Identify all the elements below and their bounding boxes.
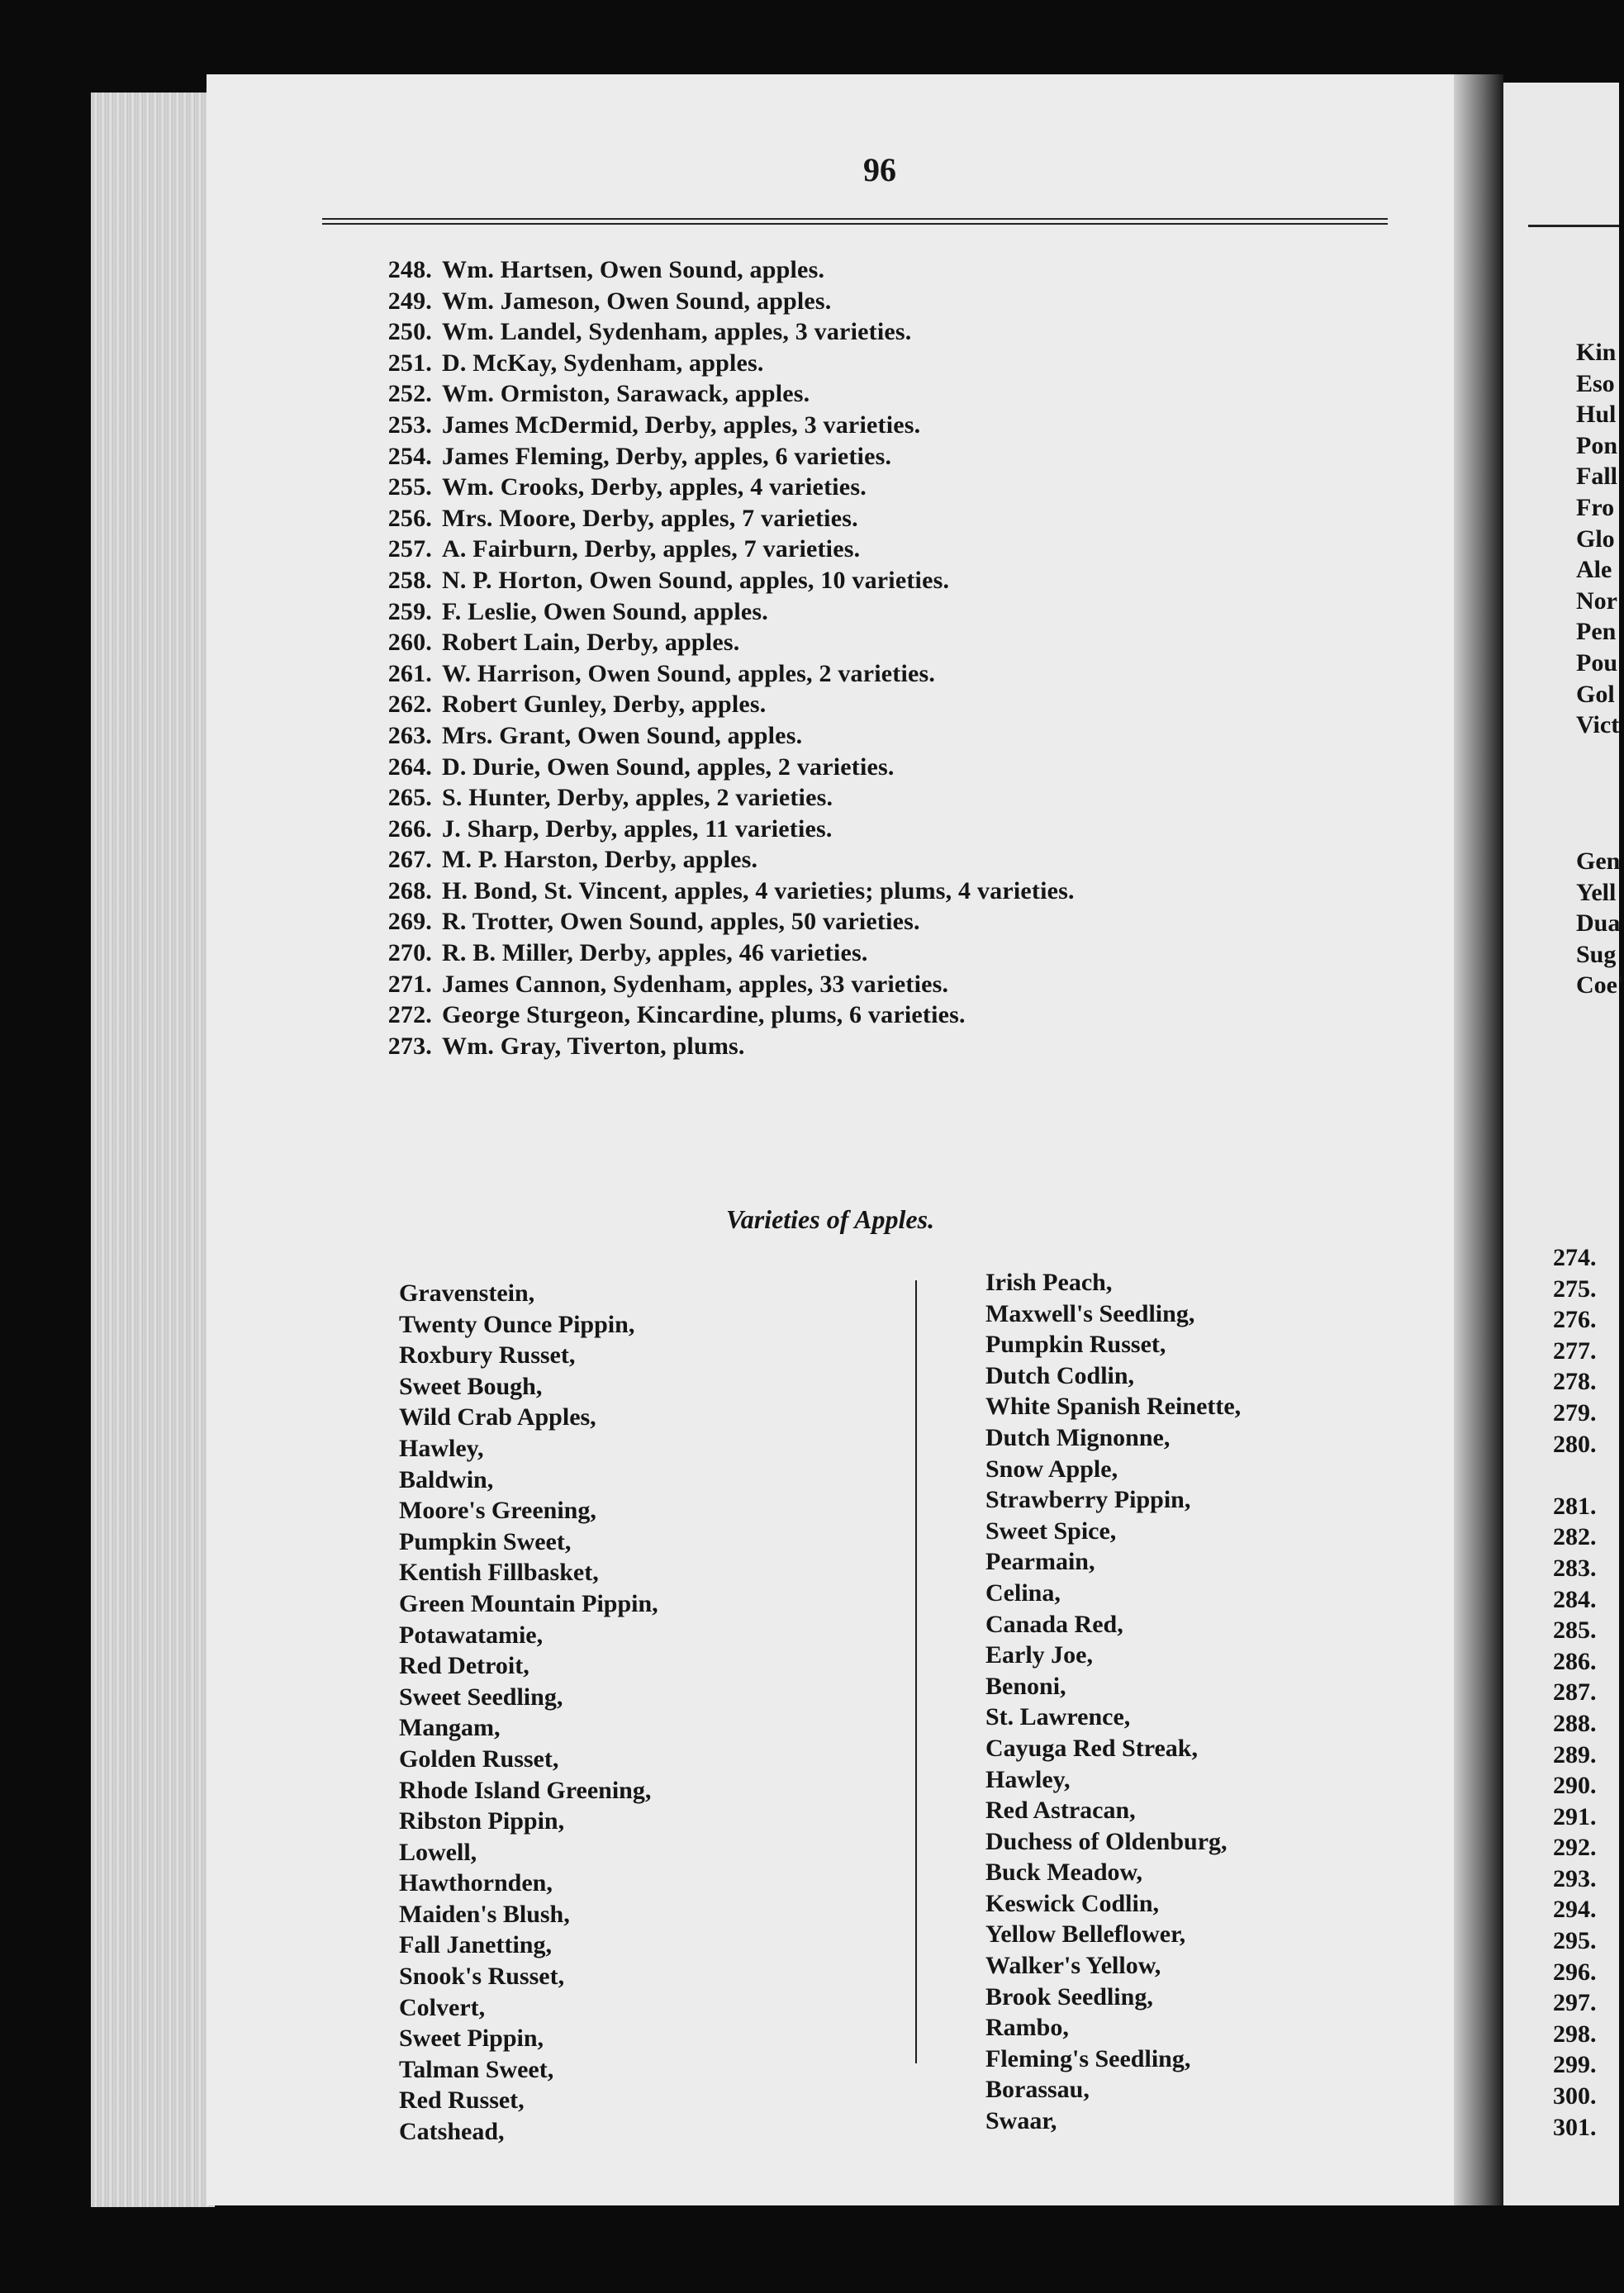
apple-variety: Maxwell's Seedling, xyxy=(985,1299,1195,1327)
apple-variety: Early Joe, xyxy=(985,1641,1093,1669)
apple-variety: Pearmain, xyxy=(985,1548,1095,1576)
facing-header-rule xyxy=(1528,225,1619,227)
apple-variety: St. Lawrence, xyxy=(985,1703,1131,1731)
apple-variety: Buck Meadow, xyxy=(985,1859,1143,1887)
facing-word: Pon xyxy=(1576,431,1618,459)
facing-number: 299. xyxy=(1553,2051,1597,2079)
apple-variety: Fleming's Seedling, xyxy=(985,2044,1191,2072)
entry-number: 254. xyxy=(387,442,432,470)
facing-number: 292. xyxy=(1553,1834,1597,1862)
facing-number: 279. xyxy=(1553,1398,1597,1427)
exhibitor-entry xyxy=(368,378,1075,410)
exhibitor-entry xyxy=(368,534,1075,565)
facing-number: 278. xyxy=(1553,1368,1597,1396)
entry-number: 273. xyxy=(387,1032,432,1060)
apple-variety: Celina, xyxy=(985,1579,1061,1607)
facing-number: 277. xyxy=(1553,1336,1597,1365)
facing-number: 275. xyxy=(1553,1275,1597,1303)
facing-word: Eso xyxy=(1576,369,1615,397)
apple-variety: Dutch Codlin, xyxy=(985,1361,1135,1389)
apple-variety: Canada Red, xyxy=(985,1610,1123,1638)
exhibitor-entry xyxy=(368,1031,1075,1062)
facing-number: 300. xyxy=(1553,2082,1597,2110)
apple-variety: Talman Sweet, xyxy=(399,2055,554,2083)
apple-variety: Swaar, xyxy=(985,2107,1057,2135)
apple-variety: Ribston Pippin, xyxy=(399,1807,565,1835)
facing-word-list xyxy=(1576,337,1619,741)
exhibitor-entry xyxy=(368,441,1075,472)
entry-text: W. Harrison, Owen Sound, apples, 2 varieties. xyxy=(442,659,936,687)
entry-number: 255. xyxy=(387,473,432,501)
apple-variety: Hawley, xyxy=(985,1765,1071,1793)
facing-number: 285. xyxy=(1553,1616,1597,1645)
facing-number: 295. xyxy=(1553,1927,1597,1955)
facing-word: Gol xyxy=(1576,680,1615,708)
book-page xyxy=(207,74,1454,2205)
varieties-left-column xyxy=(399,1278,658,2148)
apple-variety: Mangam, xyxy=(399,1714,501,1742)
facing-word: Yell xyxy=(1576,878,1617,906)
section-title: Varieties of Apples. xyxy=(725,1204,935,1234)
apple-variety: Cayuga Red Streak, xyxy=(985,1734,1198,1762)
facing-number: 296. xyxy=(1553,1958,1597,1986)
apple-variety: Red Russet, xyxy=(399,2086,525,2115)
exhibitor-entry xyxy=(368,472,1075,503)
apple-variety: Kentish Fillbasket, xyxy=(399,1559,599,1587)
exhibitor-entry xyxy=(368,689,1075,720)
facing-word: Fro xyxy=(1576,493,1615,521)
page-stack-edges xyxy=(91,93,215,2207)
entry-number: 248. xyxy=(387,256,432,283)
facing-word: Coe' xyxy=(1576,971,1624,999)
facing-number: 294. xyxy=(1553,1896,1597,1924)
entry-number: 265. xyxy=(387,784,432,812)
facing-word: Hul xyxy=(1576,401,1617,429)
entry-text: A. Fairburn, Derby, apples, 7 varieties. xyxy=(442,535,861,563)
apple-variety: Hawthornden, xyxy=(399,1869,553,1897)
exhibitor-entry xyxy=(368,286,1075,317)
apple-variety: Gravenstein, xyxy=(399,1279,535,1307)
apple-variety: Pumpkin Russet, xyxy=(985,1331,1166,1359)
entry-text: Robert Lain, Derby, apples. xyxy=(442,629,740,657)
entry-text: Wm. Crooks, Derby, apples, 4 varieties. xyxy=(442,473,867,501)
entry-text: R. Trotter, Owen Sound, apples, 50 varieties. xyxy=(442,908,920,936)
apple-variety: Fall Janetting, xyxy=(399,1931,552,1959)
apple-variety: Walker's Yellow, xyxy=(985,1952,1161,1980)
apple-variety: Wild Crab Apples, xyxy=(399,1403,596,1431)
exhibitor-entry xyxy=(368,782,1075,814)
facing-number: 289. xyxy=(1553,1740,1597,1768)
apple-variety: Sweet Spice, xyxy=(985,1517,1117,1545)
entry-number: 261. xyxy=(387,659,432,687)
entry-text: George Sturgeon, Kincardine, plums, 6 varieties. xyxy=(442,1001,966,1029)
exhibitor-entry xyxy=(368,844,1075,876)
apple-variety: Red Astracan, xyxy=(985,1797,1136,1825)
facing-number: 280. xyxy=(1553,1430,1597,1458)
entry-number: 264. xyxy=(387,752,432,781)
entry-text: Wm. Hartsen, Owen Sound, apples. xyxy=(442,256,825,283)
apple-variety: White Spanish Reinette, xyxy=(985,1393,1242,1421)
facing-page-edge xyxy=(1503,83,1624,2205)
facing-word: Vict xyxy=(1576,711,1620,739)
facing-word: Nor xyxy=(1576,586,1617,615)
entry-text: Wm. Gray, Tiverton, plums. xyxy=(442,1032,745,1060)
exhibitor-entry xyxy=(368,876,1075,907)
apple-variety: Snook's Russet, xyxy=(399,1963,565,1991)
facing-number: 284. xyxy=(1553,1585,1597,1613)
facing-number: 293. xyxy=(1553,1864,1597,1892)
apple-variety: Dutch Mignonne, xyxy=(985,1423,1171,1451)
entry-number: 258. xyxy=(387,566,432,594)
entry-number: 249. xyxy=(387,287,432,315)
entry-text: H. Bond, St. Vincent, apples, 4 varieties; plums, 4 varieties. xyxy=(442,876,1075,904)
varieties-right-column xyxy=(985,1267,1241,2137)
exhibitor-entry xyxy=(368,410,1075,441)
exhibitor-entry xyxy=(368,969,1075,1000)
apple-variety: Pumpkin Sweet, xyxy=(399,1527,572,1555)
entry-text: J. Sharp, Derby, apples, 11 varieties. xyxy=(442,814,833,843)
exhibitor-entry xyxy=(368,906,1075,938)
entry-number: 257. xyxy=(387,535,432,563)
exhibitor-entry xyxy=(368,348,1075,379)
exhibitor-entry xyxy=(368,627,1075,658)
entry-text: M. P. Harston, Derby, apples. xyxy=(442,846,758,874)
apple-variety: Potawatamie, xyxy=(399,1621,544,1649)
apple-variety: Maiden's Blush, xyxy=(399,1900,570,1928)
facing-number: 276. xyxy=(1553,1306,1597,1334)
apple-variety: Sweet Seedling, xyxy=(399,1683,563,1711)
apple-variety: Green Mountain Pippin, xyxy=(399,1589,658,1617)
facing-number: 298. xyxy=(1553,2020,1597,2048)
facing-number: 288. xyxy=(1553,1709,1597,1737)
exhibitor-entry xyxy=(368,596,1075,628)
apple-variety: Moore's Greening, xyxy=(399,1497,596,1525)
facing-word: Glo xyxy=(1576,525,1615,553)
facing-word: Pen xyxy=(1576,618,1617,646)
apple-variety: Red Detroit, xyxy=(399,1652,529,1680)
entry-number: 268. xyxy=(387,876,432,904)
book-gutter xyxy=(1454,74,1503,2205)
facing-number: 282. xyxy=(1553,1523,1597,1551)
apple-variety: Colvert, xyxy=(399,1993,486,2021)
apple-variety: Brook Seedling, xyxy=(985,1982,1153,2011)
column-divider xyxy=(915,1280,917,2063)
entry-text: Mrs. Grant, Owen Sound, apples. xyxy=(442,721,803,749)
entry-number: 259. xyxy=(387,597,432,625)
entry-text: James McDermid, Derby, apples, 3 varieties. xyxy=(442,411,921,439)
entry-text: Wm. Jameson, Owen Sound, apples. xyxy=(442,287,832,315)
entry-number: 252. xyxy=(387,380,432,408)
apple-variety: Benoni, xyxy=(985,1672,1066,1700)
exhibitor-entry xyxy=(368,752,1075,783)
apple-variety: Twenty Ounce Pippin, xyxy=(399,1310,635,1338)
entry-text: F. Leslie, Owen Sound, apples. xyxy=(442,597,768,625)
apple-variety: Lowell, xyxy=(399,1838,477,1866)
facing-word-list-2 xyxy=(1576,846,1624,1001)
apple-variety: Yellow Belleflower, xyxy=(985,1920,1186,1949)
apple-variety: Roxbury Russet, xyxy=(399,1341,576,1370)
facing-word: Sug xyxy=(1576,940,1617,968)
exhibitor-entry xyxy=(368,999,1075,1031)
entry-number: 271. xyxy=(387,970,432,998)
entry-text: D. McKay, Sydenham, apples. xyxy=(442,349,764,377)
entry-number: 251. xyxy=(387,349,432,377)
entry-text: S. Hunter, Derby, apples, 2 varieties. xyxy=(442,784,833,812)
apple-variety: Borassau, xyxy=(985,2076,1090,2104)
exhibitor-entry xyxy=(368,720,1075,752)
entry-text: James Cannon, Sydenham, apples, 33 varieties. xyxy=(442,970,949,998)
exhibitor-list xyxy=(368,254,1075,1061)
facing-number: 281. xyxy=(1553,1492,1597,1520)
apple-variety: Snow Apple, xyxy=(985,1455,1118,1483)
entry-text: Wm. Landel, Sydenham, apples, 3 varieties. xyxy=(442,318,912,346)
exhibitor-entry xyxy=(368,658,1075,690)
apple-variety: Rhode Island Greening, xyxy=(399,1776,652,1804)
apple-variety: Strawberry Pippin, xyxy=(985,1486,1191,1514)
apple-variety: Sweet Bough, xyxy=(399,1372,543,1400)
page-number: 96 xyxy=(863,151,896,188)
facing-word: Gen xyxy=(1576,847,1621,875)
facing-word: Pou xyxy=(1576,648,1618,677)
facing-number: 301. xyxy=(1553,2113,1597,2141)
facing-number: 290. xyxy=(1553,1772,1597,1800)
entry-text: D. Durie, Owen Sound, apples, 2 varieties. xyxy=(442,752,895,781)
facing-number: 297. xyxy=(1553,1989,1597,2017)
facing-number: 291. xyxy=(1553,1802,1597,1830)
entry-text: James Fleming, Derby, apples, 6 varieties. xyxy=(442,442,892,470)
facing-number: 274. xyxy=(1553,1244,1597,1271)
apple-variety: Irish Peach, xyxy=(985,1269,1113,1296)
entry-number: 272. xyxy=(387,1001,432,1029)
apple-variety: Sweet Pippin, xyxy=(399,2025,544,2053)
entry-number: 266. xyxy=(387,814,432,843)
entry-number: 253. xyxy=(387,411,432,439)
entry-text: R. B. Miller, Derby, apples, 46 varieties. xyxy=(442,939,868,967)
apple-variety: Duchess of Oldenburg, xyxy=(985,1827,1227,1855)
facing-number: 287. xyxy=(1553,1678,1597,1707)
facing-word: Ale xyxy=(1576,556,1612,584)
entry-text: Wm. Ormiston, Sarawack, apples. xyxy=(442,380,810,408)
exhibitor-entry xyxy=(368,565,1075,596)
entry-number: 250. xyxy=(387,318,432,346)
entry-text: Mrs. Moore, Derby, apples, 7 varieties. xyxy=(442,504,858,532)
facing-number: 283. xyxy=(1553,1554,1597,1582)
entry-number: 270. xyxy=(387,939,432,967)
exhibitor-entry xyxy=(368,254,1075,286)
entry-text: Robert Gunley, Derby, apples. xyxy=(442,691,767,719)
apple-variety: Rambo, xyxy=(985,2014,1069,2042)
entry-number: 267. xyxy=(387,846,432,874)
header-rule xyxy=(322,218,1388,225)
apple-variety: Golden Russet, xyxy=(399,1745,559,1773)
facing-number-list xyxy=(1553,1242,1597,2143)
entry-number: 256. xyxy=(387,504,432,532)
entry-text: N. P. Horton, Owen Sound, apples, 10 varieties. xyxy=(442,566,950,594)
exhibitor-entry xyxy=(368,814,1075,845)
entry-number: 262. xyxy=(387,691,432,719)
facing-word: Dua xyxy=(1576,909,1621,938)
exhibitor-entry xyxy=(368,938,1075,969)
facing-word: Fall xyxy=(1576,463,1617,491)
apple-variety: Catshead, xyxy=(399,2118,505,2146)
exhibitor-entry xyxy=(368,316,1075,348)
apple-variety: Hawley, xyxy=(399,1434,484,1462)
entry-number: 263. xyxy=(387,721,432,749)
facing-number xyxy=(1553,1460,1597,1491)
apple-variety: Baldwin, xyxy=(399,1465,494,1493)
apple-variety: Keswick Codlin, xyxy=(985,1889,1160,1917)
facing-number: 286. xyxy=(1553,1647,1597,1675)
exhibitor-entry xyxy=(368,503,1075,534)
facing-word: Kin xyxy=(1576,339,1617,366)
entry-number: 269. xyxy=(387,908,432,936)
entry-number: 260. xyxy=(387,629,432,657)
